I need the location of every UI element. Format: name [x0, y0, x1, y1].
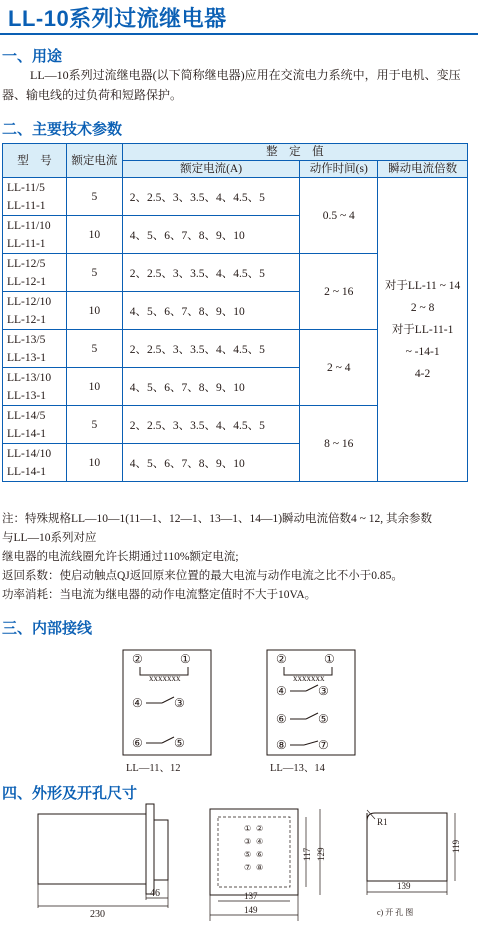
currents-cell: 4、5、6、7、8、9、10 [122, 368, 300, 406]
svg-text:⑤: ⑤ [174, 736, 185, 750]
svg-text:⑦: ⑦ [244, 863, 252, 872]
wiring-caption-left: LL—11、12 [126, 763, 181, 774]
time-cell: 0.5 ~ 4 [300, 178, 378, 254]
rated-cell: 5 [66, 178, 122, 216]
purpose-line-1: LL—10系列过流继电器(以下简称继电器)应用在交流电力系统中，用于电机、变压 [30, 68, 461, 82]
svg-text:①: ① [244, 824, 252, 833]
svg-text:②: ② [256, 824, 264, 833]
model-cell: LL-14/10 LL-14-1 [3, 444, 67, 482]
currents-cell: 2、2.5、3、3.5、4、4.5、5 [122, 254, 300, 292]
header-setting: 整 定 值 [122, 144, 467, 161]
section-heading-purpose: 一、用途 [2, 48, 63, 65]
currents-cell: 2、2.5、3、3.5、4、4.5、5 [122, 330, 300, 368]
svg-text:①: ① [324, 652, 335, 666]
model-cell: LL-13/10 LL-13-1 [3, 368, 67, 406]
svg-text:xxxxxxx: xxxxxxx [293, 673, 325, 683]
rated-cell: 10 [66, 292, 122, 330]
note-line-2: 与LL—10系列对应 [2, 532, 97, 544]
spec-table [2, 143, 468, 482]
model-cell: LL-11/5 LL-11-1 [3, 178, 67, 216]
dim-119: 119 [451, 839, 461, 853]
svg-text:⑦: ⑦ [318, 738, 329, 752]
header-model: 型 号 [3, 144, 67, 178]
note-line-5: 功率消耗：当电流为继电器的动作电流整定值时不大于10VA。 [2, 589, 317, 601]
dim-46: 46 [150, 888, 160, 899]
svg-text:⑧: ⑧ [256, 863, 264, 872]
svg-text:⑥: ⑥ [256, 850, 264, 859]
note-line-1: 注：特殊规格LL—10—1(11—1、12—1、13—1、14—1)瞬动电流倍数4 ~ 12, 其余参数 [2, 513, 433, 525]
wiring-diagram-ll13-14 [262, 645, 362, 775]
svg-text:④: ④ [256, 837, 264, 846]
header-sub-instant: 瞬动电流倍数 [378, 161, 468, 178]
wiring-diagram-ll11-12 [118, 645, 218, 775]
rated-cell: 5 [66, 406, 122, 444]
rated-cell: 10 [66, 368, 122, 406]
svg-text:②: ② [132, 652, 143, 666]
dim-149: 149 [244, 905, 258, 915]
cutout-drawing [355, 805, 475, 923]
currents-cell: 2、2.5、3、3.5、4、4.5、5 [122, 406, 300, 444]
currents-cell: 4、5、6、7、8、9、10 [122, 444, 300, 482]
svg-text:③: ③ [318, 684, 329, 698]
wiring-caption-right: LL—13、14 [270, 763, 325, 774]
section-heading-wiring: 三、内部接线 [2, 620, 93, 637]
svg-text:xxxxxxx: xxxxxxx [149, 673, 181, 683]
svg-text:⑤: ⑤ [244, 850, 252, 859]
model-cell: LL-11/10 LL-11-1 [3, 216, 67, 254]
svg-text:⑥: ⑥ [132, 736, 143, 750]
note-line-4: 返回系数：使启动触点QJ返回原来位置的最大电流与动作电流之比不小于0.85。 [2, 570, 403, 582]
header-sub-time: 动作时间(s) [300, 161, 378, 178]
currents-cell: 4、5、6、7、8、9、10 [122, 292, 300, 330]
time-cell: 2 ~ 4 [300, 330, 378, 406]
svg-text:①: ① [180, 652, 191, 666]
currents-cell: 4、5、6、7、8、9、10 [122, 216, 300, 254]
rated-cell: 10 [66, 216, 122, 254]
note-line-3: 继电器的电流线圈允许长期通过110%额定电流; [2, 551, 239, 563]
cutout-caption: c) 开 孔 图 [377, 908, 414, 917]
svg-text:⑧: ⑧ [276, 738, 287, 752]
currents-cell: 2、2.5、3、3.5、4、4.5、5 [122, 178, 300, 216]
dim-139: 139 [397, 881, 411, 891]
purpose-line-2: 器、输电线的过负荷和短路保护。 [2, 88, 183, 102]
dim-r1: R1 [377, 817, 388, 827]
rated-cell: 5 [66, 330, 122, 368]
time-cell: 2 ~ 16 [300, 254, 378, 330]
svg-text:③: ③ [174, 696, 185, 710]
section-heading-dimensions: 四、外形及开孔尺寸 [2, 785, 138, 802]
rated-cell: 5 [66, 254, 122, 292]
table-row [3, 178, 468, 216]
svg-text:④: ④ [132, 696, 143, 710]
svg-text:②: ② [276, 652, 287, 666]
svg-text:⑥: ⑥ [276, 712, 287, 726]
instant-cell: 对于LL-11 ~ 14 2 ~ 8 对于LL-11-1 ~ -14-1 4-2 [378, 178, 468, 482]
model-cell: LL-13/5 LL-13-1 [3, 330, 67, 368]
svg-text:③: ③ [244, 837, 252, 846]
front-view-drawing [200, 805, 340, 925]
dim-137: 137 [244, 891, 258, 901]
time-cell: 8 ~ 16 [300, 406, 378, 482]
side-view-drawing [30, 800, 180, 925]
dim-117: 117 [302, 847, 312, 861]
page-title: LL-10系列过流继电器 [8, 6, 227, 31]
dim-230: 230 [90, 909, 105, 920]
section-heading-params: 二、主要技术参数 [2, 121, 123, 138]
svg-text:④: ④ [276, 684, 287, 698]
title-divider [0, 33, 478, 35]
header-sub-current: 额定电流(A) [122, 161, 300, 178]
dim-129: 129 [316, 847, 326, 861]
header-rated-current: 额定电流 [66, 144, 122, 178]
model-cell: LL-14/5 LL-14-1 [3, 406, 67, 444]
model-cell: LL-12/5 LL-12-1 [3, 254, 67, 292]
model-cell: LL-12/10 LL-12-1 [3, 292, 67, 330]
svg-text:⑤: ⑤ [318, 712, 329, 726]
rated-cell: 10 [66, 444, 122, 482]
